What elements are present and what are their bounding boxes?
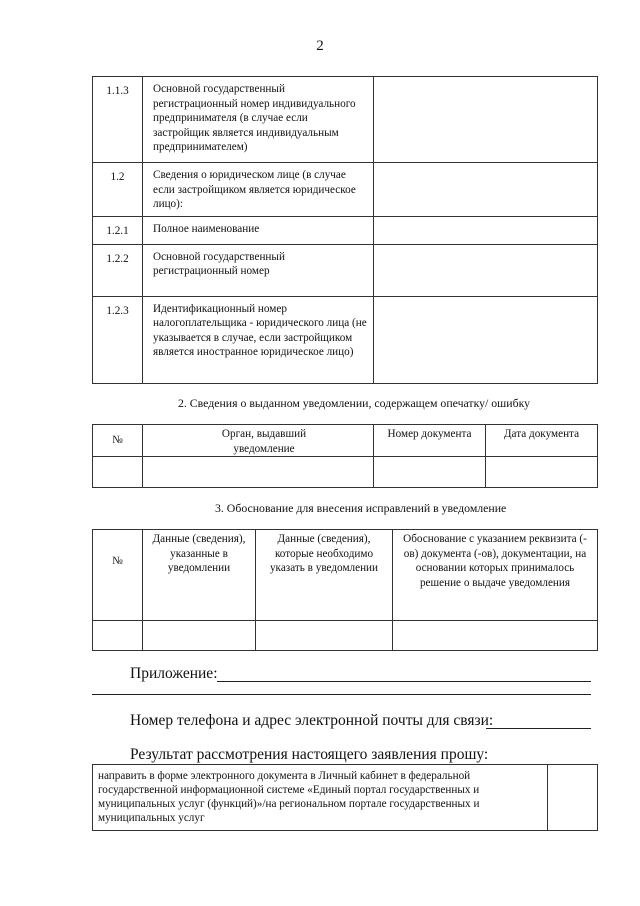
row-number: 1.1.3 <box>93 77 143 163</box>
column-header: № <box>93 425 143 457</box>
column-header: Дата документа <box>486 425 598 457</box>
row-value-field[interactable] <box>374 296 598 383</box>
column-header: Данные (сведения), указанные в уведомлении <box>143 530 256 621</box>
table-row <box>93 77 598 163</box>
row-number: 1.2.3 <box>93 296 143 383</box>
column-header: Данные (сведения), которые необходимо указать в уведомлении <box>256 530 393 621</box>
attachment-field[interactable] <box>217 681 591 682</box>
cell-number[interactable] <box>93 457 143 488</box>
column-header: Обоснование с указанием реквизита (-ов) документа (-ов), документации, на основании которых принималось решение о выдаче уведомления <box>393 530 598 621</box>
table-row <box>93 457 598 488</box>
attachment-label: Приложение: <box>130 665 218 682</box>
cell-issuer[interactable] <box>143 457 374 488</box>
row-number: 1.2.1 <box>93 216 143 244</box>
result-label: Результат рассмотрения настоящего заявления прошу: <box>130 746 489 763</box>
table-row <box>93 621 598 651</box>
row-number: 1.2.2 <box>93 244 143 296</box>
section-3-title: 3. Обоснование для внесения исправлений в уведомление <box>215 501 507 515</box>
result-option-checkbox[interactable] <box>548 765 598 831</box>
row-value-field[interactable] <box>374 163 598 217</box>
table-header-row <box>93 530 598 621</box>
cell-basis[interactable] <box>393 621 598 651</box>
cell-number[interactable] <box>93 621 143 651</box>
table-row <box>93 765 598 831</box>
cell-correct-data[interactable] <box>256 621 393 651</box>
result-option-text: направить в форме электронного документа в Личный кабинет в федеральной государственной информационной системе «Единый портал государственных и муниципальных услуг (функций)»/на региональном портале государственных и муниципальных услуг <box>93 765 548 831</box>
row-label: Полное наименование <box>143 216 374 244</box>
table-header-row <box>93 425 598 457</box>
table-row <box>93 216 598 244</box>
column-header: № <box>93 530 143 621</box>
contact-label: Номер телефона и адрес электронной почты для связи: <box>130 712 494 729</box>
table-row <box>93 296 598 383</box>
correction-basis-table <box>92 529 598 651</box>
notice-info-table <box>92 424 598 488</box>
table-row <box>93 244 598 296</box>
column-header: Орган, выдавший уведомление <box>143 425 374 457</box>
row-label: Основной государственный регистрационный номер <box>143 244 374 296</box>
row-number: 1.2 <box>93 163 143 217</box>
page-number: 2 <box>316 38 324 54</box>
applicant-info-table <box>92 76 598 384</box>
row-label: Сведения о юридическом лице (в случае если застройщиком является юридическое лицо): <box>143 163 374 217</box>
row-label: Основной государственный регистрационный номер индивидуального предпринимателя (в случае если застройщик является индивидуальным предпринимателем) <box>143 77 374 163</box>
row-value-field[interactable] <box>374 216 598 244</box>
row-label: Идентификационный номер налогоплательщика - юридического лица (не указывается в случае, если застройщиком является иностранное юридическое лицо) <box>143 296 374 383</box>
cell-doc-date[interactable] <box>486 457 598 488</box>
section-2-title: 2. Сведения о выданном уведомлении, содержащем опечатку/ ошибку <box>178 396 531 410</box>
cell-current-data[interactable] <box>143 621 256 651</box>
attachment-field-continuation[interactable] <box>92 694 591 695</box>
row-value-field[interactable] <box>374 244 598 296</box>
table-row <box>93 163 598 217</box>
contact-field[interactable] <box>486 728 591 729</box>
result-options-table <box>92 764 598 831</box>
cell-doc-number[interactable] <box>374 457 486 488</box>
row-value-field[interactable] <box>374 77 598 163</box>
column-header: Номер документа <box>374 425 486 457</box>
